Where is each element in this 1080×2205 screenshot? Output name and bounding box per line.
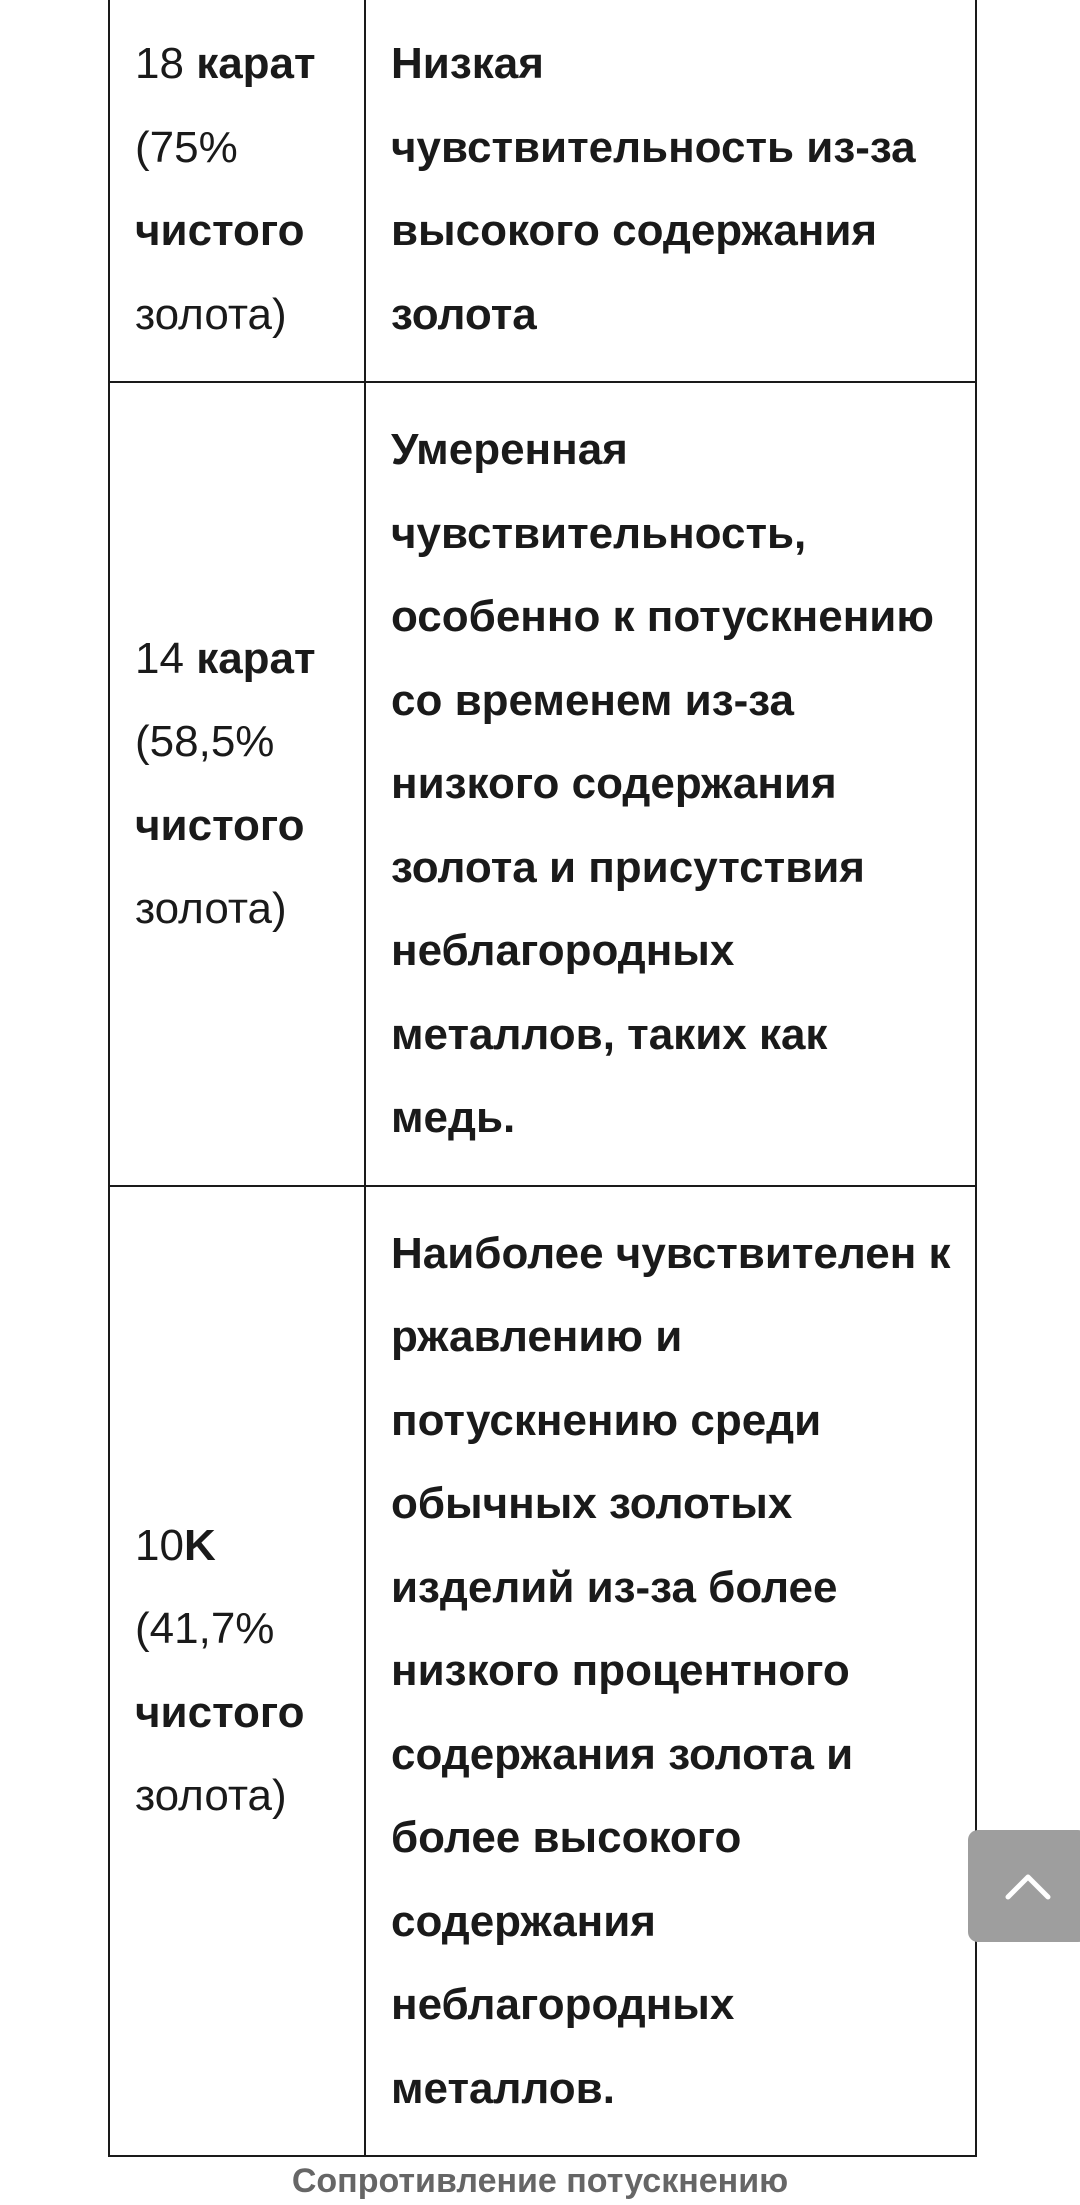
purity-word: чистого	[135, 206, 305, 255]
chevron-up-icon	[1004, 1871, 1052, 1901]
purity-word: золота)	[135, 884, 287, 934]
purity-word: золота)	[135, 1771, 287, 1821]
purity-word: чистого	[135, 1687, 305, 1737]
table-caption: Сопротивление потускнению	[291, 2162, 789, 2200]
karat-cell	[109, 1186, 365, 2157]
karat-number: 14	[135, 633, 184, 683]
purity-word: чистого	[135, 800, 305, 850]
karat-tarnish-table	[108, 0, 977, 2157]
purity-word: золота)	[135, 289, 287, 339]
scroll-to-top-button[interactable]	[968, 1830, 1080, 1942]
karat-unit: карат	[196, 39, 316, 88]
description-cell: Наиболее чувствителен к ржавлению и потускнению среди обычных золотых изделий из-за более низкого процентного содержания золота и более высокого содержания неблагородных металлов.	[365, 1186, 976, 2157]
description-cell: Низкая чувствительность из-за высокого содержания золота	[365, 0, 976, 382]
table-row	[109, 1186, 976, 2157]
table-row	[109, 382, 976, 1186]
karat-unit: K	[183, 1520, 216, 1570]
description-cell: Умеренная чувствительность, особенно к потускнению со временем из-за низкого содержания золота и присутствия неблагородных металлов, таких как медь.	[365, 382, 976, 1186]
table-row	[109, 0, 976, 382]
karat-number: 18	[135, 39, 184, 88]
purity-percent: (41,7%	[135, 1604, 275, 1654]
purity-percent: (58,5%	[135, 717, 275, 767]
karat-cell	[109, 382, 365, 1186]
karat-number: 10	[135, 1520, 184, 1570]
karat-cell	[109, 0, 365, 382]
purity-percent: (75%	[135, 122, 238, 172]
karat-unit: карат	[196, 633, 316, 683]
karat-tarnish-table-container	[108, 0, 972, 2157]
